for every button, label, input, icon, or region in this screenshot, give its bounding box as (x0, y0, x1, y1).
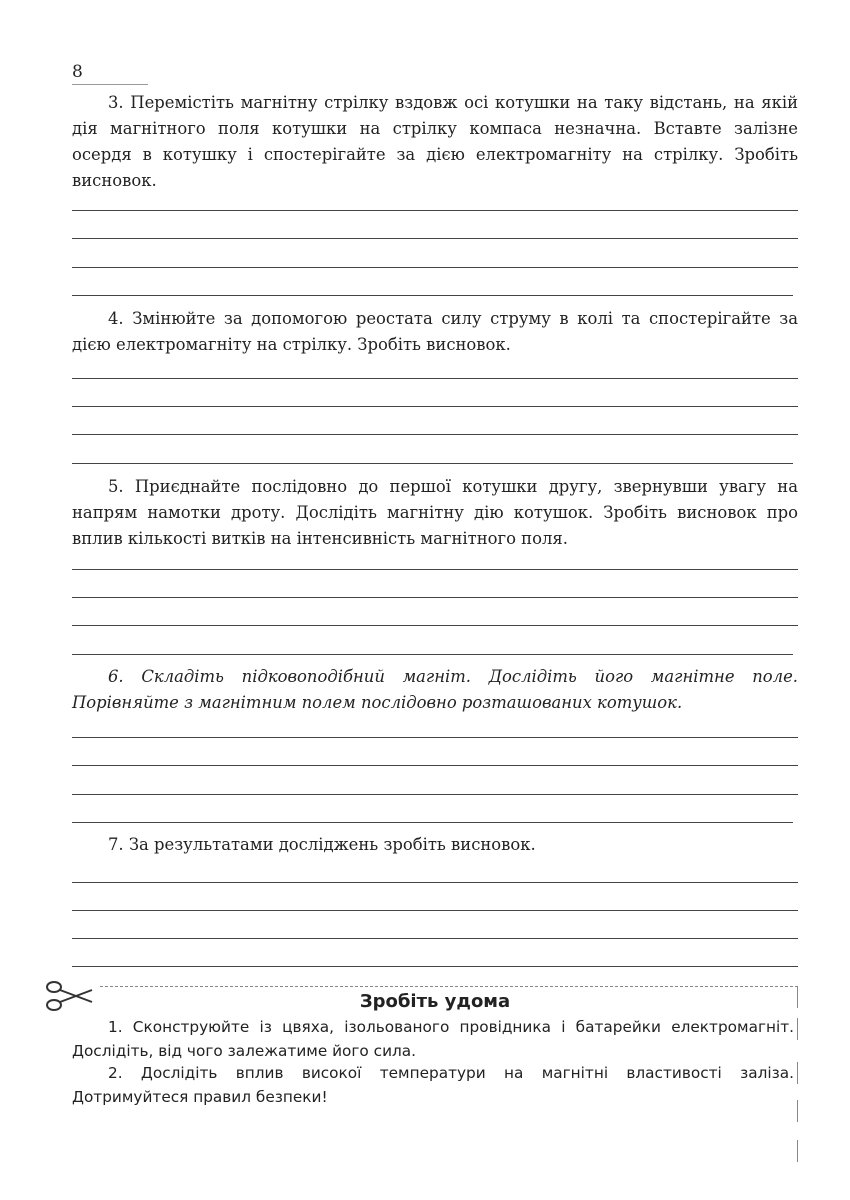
cut-line-edge (797, 1140, 798, 1162)
answer-line (72, 267, 798, 268)
cut-line-edge (797, 1018, 798, 1040)
answer-line (72, 966, 798, 967)
answer-line (72, 406, 798, 407)
page-number: 8 (72, 62, 148, 85)
homework-item: 2. Дослідіть вплив високої температури на магнітні властивості заліза. Дотримуйтеся правил безпеки! (72, 1064, 794, 1106)
answer-line (72, 882, 798, 883)
answer-line (72, 569, 798, 570)
answer-line (72, 238, 798, 239)
task-5-text: 5. Приєднайте послідовно до першої котушки другу, звернувши увагу на напрям намотки дроту. Дослідіть магнітну дію котушок. Зробіть висновок про вплив кількості витків на інтенсивність магнітного поля. (72, 477, 798, 548)
answer-line (72, 625, 798, 626)
task-7-text: 7. За результатами досліджень зробіть висновок. (108, 835, 536, 854)
answer-line (72, 794, 798, 795)
cut-line-edge (797, 1062, 798, 1084)
answer-line (72, 938, 798, 939)
cut-line-edge (797, 1100, 798, 1122)
homework-title: Зробіть удома (359, 991, 511, 1012)
answer-line (72, 463, 793, 464)
task-4-text: 4. Змінюйте за допомогою реостата силу струму в колі та спостерігайте за дією електромагніту на стрілку. Зробіть висновок. (72, 309, 798, 354)
answer-line (72, 822, 793, 823)
task-3-text: 3. Перемістіть магнітну стрілку вздовж осі котушки на таку відстань, на якій дія магнітного поля котушки на стрілку компаса незначна. Вставте залізне осердя в котушку і спостерігайте за дією електромагніту на стрілку. Зробіть висновок. (72, 93, 798, 190)
answer-line (72, 737, 798, 738)
answer-line (72, 597, 798, 598)
answer-line (72, 434, 798, 435)
homework-item: 1. Сконструюйте із цвяха, ізольованого провідника і батарейки електромагніт. Дослідіть, від чого залежатиме його сила. (72, 1018, 794, 1060)
answer-line (72, 210, 798, 211)
answer-line (72, 765, 798, 766)
answer-line (72, 378, 798, 379)
cut-line (100, 986, 798, 987)
answer-line (72, 910, 798, 911)
task-6-text: 6. Складіть підковоподібний магніт. Дослідіть його магнітне поле. Порівняйте з магнітним полем послідовно розташованих котушок. (72, 667, 798, 712)
answer-line (72, 295, 793, 296)
answer-line (72, 654, 793, 655)
